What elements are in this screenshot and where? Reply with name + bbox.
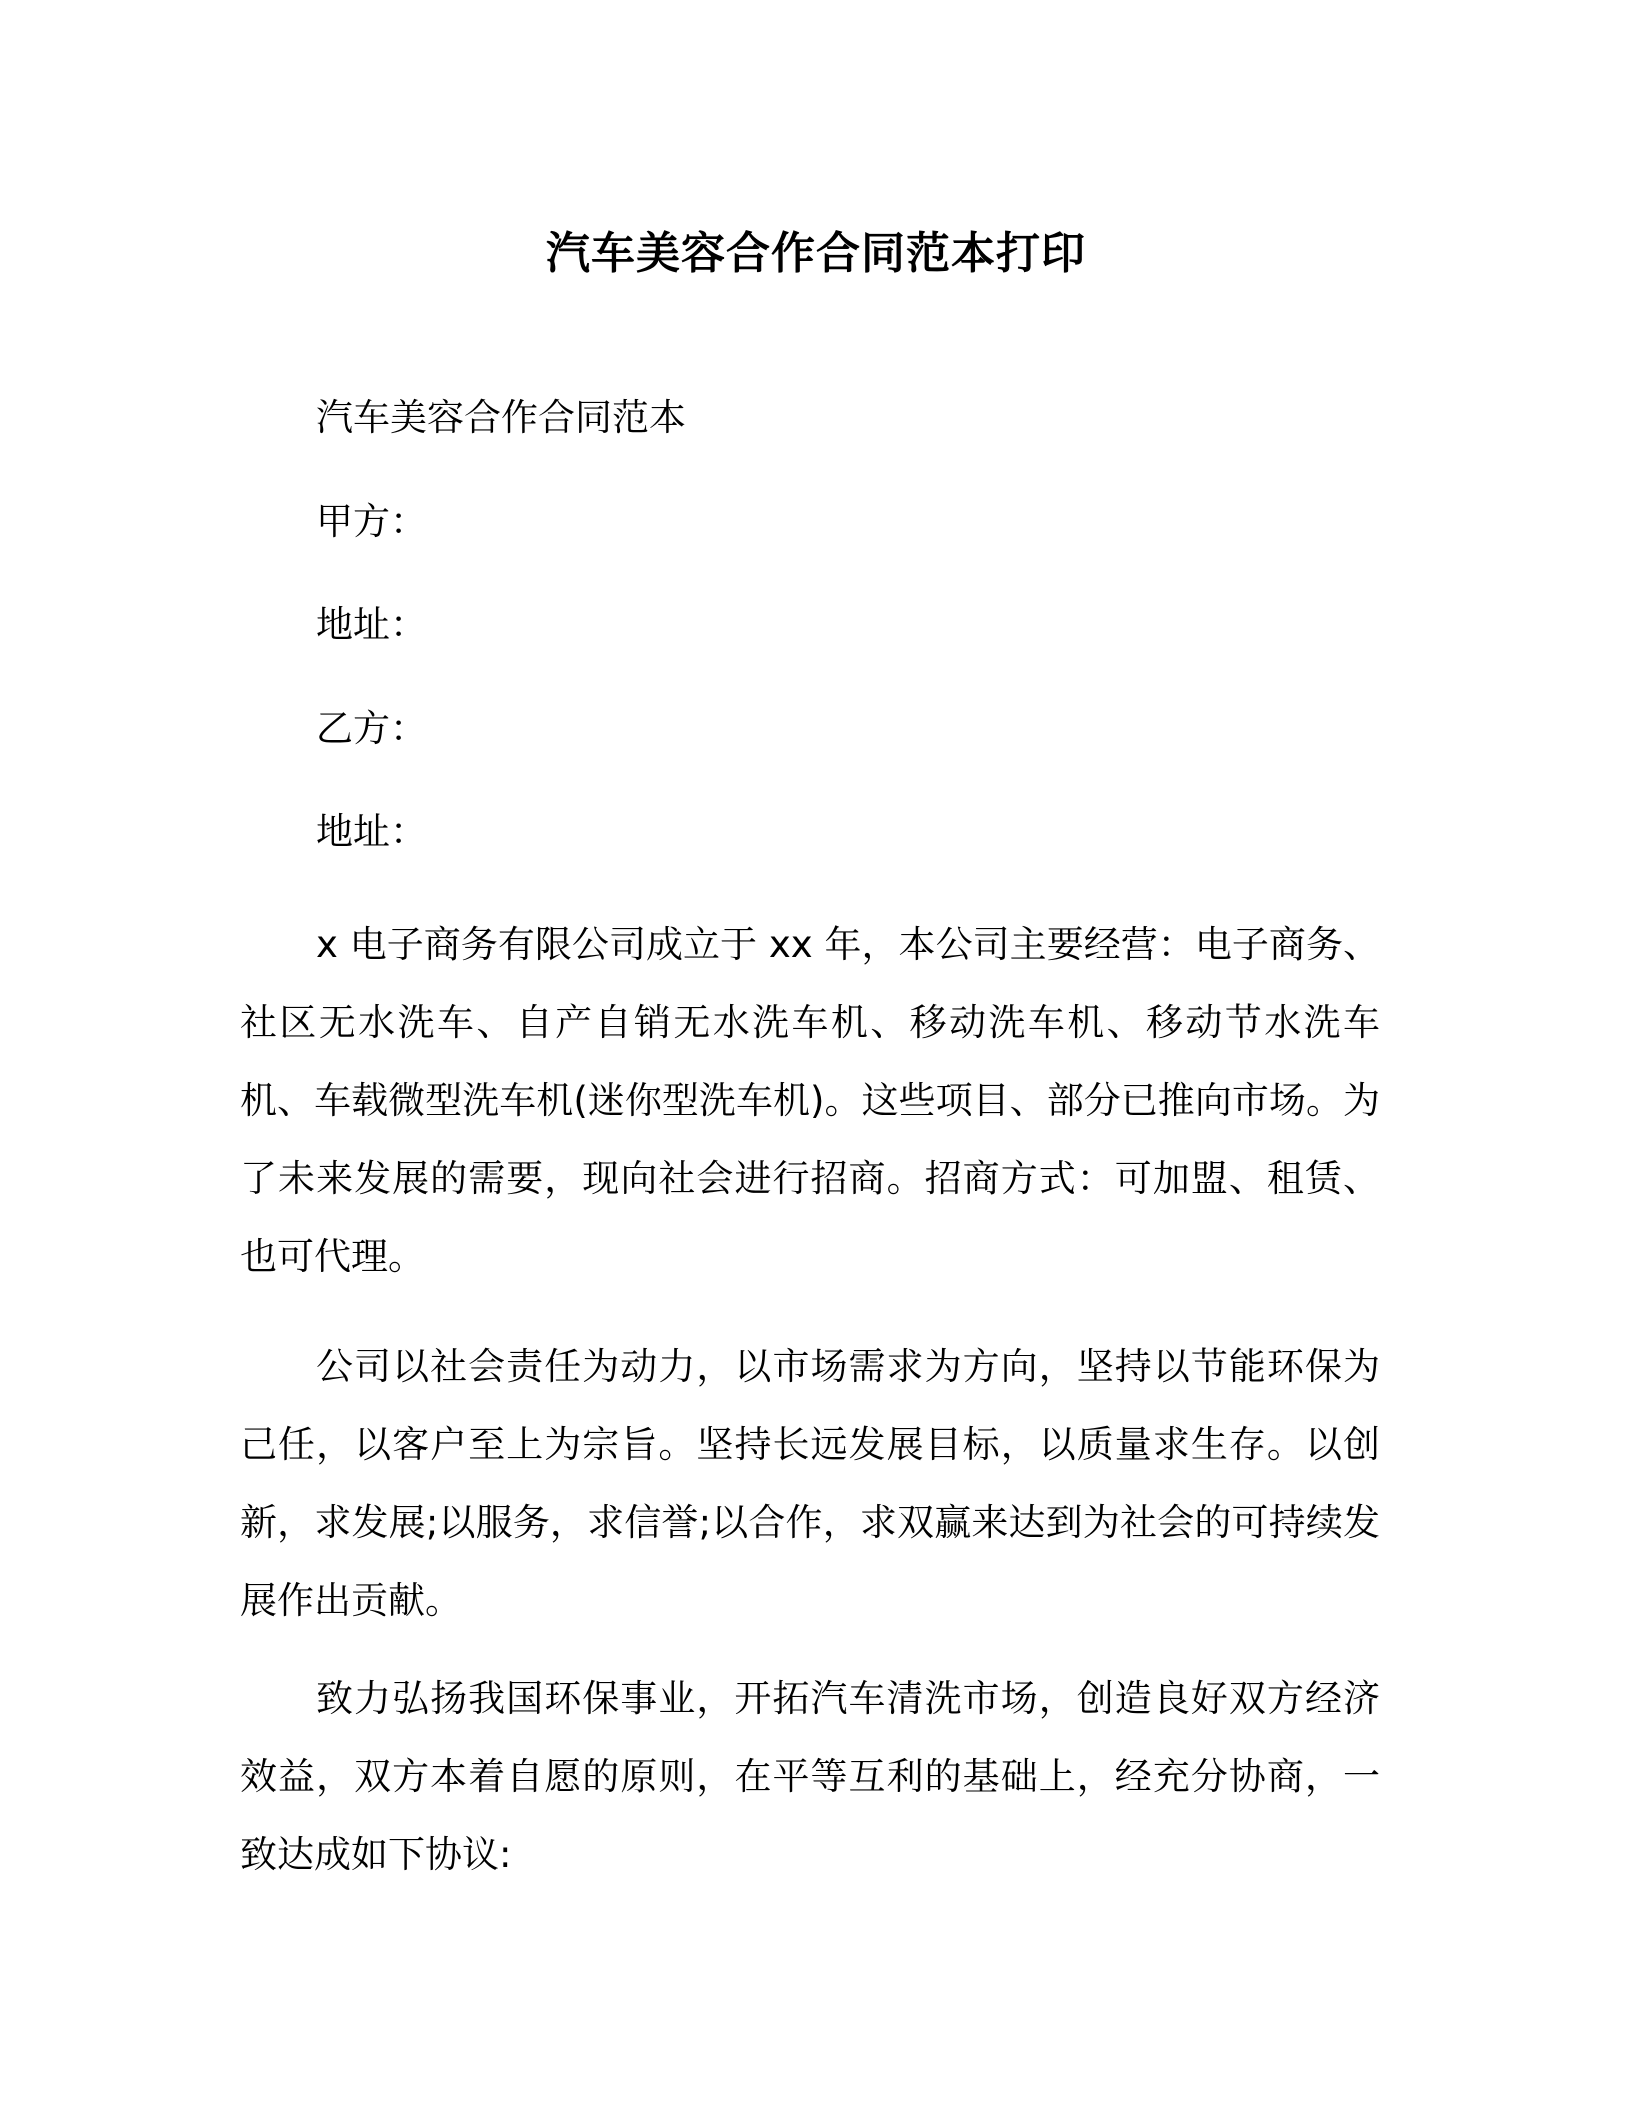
party-b-address-label: 地址： xyxy=(316,810,427,853)
paragraph-company-intro: x 电子商务有限公司成立于 xx 年，本公司主要经营：电子商务、社区无水洗车、自产自销无水洗车机、移动洗车机、移动节水洗车机、车载微型洗车机(迷你型洗车机)。这些项目、部分已推向市场。为了未来发展的需要，现向社会进行招商。招商方式：可加盟、租赁、也可代理。 xyxy=(240,923,1380,1278)
party-a-label: 甲方： xyxy=(316,500,427,543)
document-subtitle: 汽车美容合作合同范本 xyxy=(316,396,686,439)
paragraph-company-mission: 公司以社会责任为动力，以市场需求为方向，坚持以节能环保为己任，以客户至上为宗旨。坚持长远发展目标，以质量求生存。以创新，求发展;以服务，求信誉;以合作，求双赢来达到为社会的可持续发展作出贡献。 xyxy=(240,1345,1380,1622)
party-a-address-label: 地址： xyxy=(316,603,427,646)
party-b-label: 乙方： xyxy=(316,707,427,750)
paragraph-agreement-intro: 致力弘扬我国环保事业，开拓汽车清洗市场，创造良好双方经济效益，双方本着自愿的原则，在平等互利的基础上，经充分协商，一致达成如下协议: xyxy=(240,1677,1380,1876)
document-title: 汽车美容合作合同范本打印 xyxy=(546,228,1086,279)
